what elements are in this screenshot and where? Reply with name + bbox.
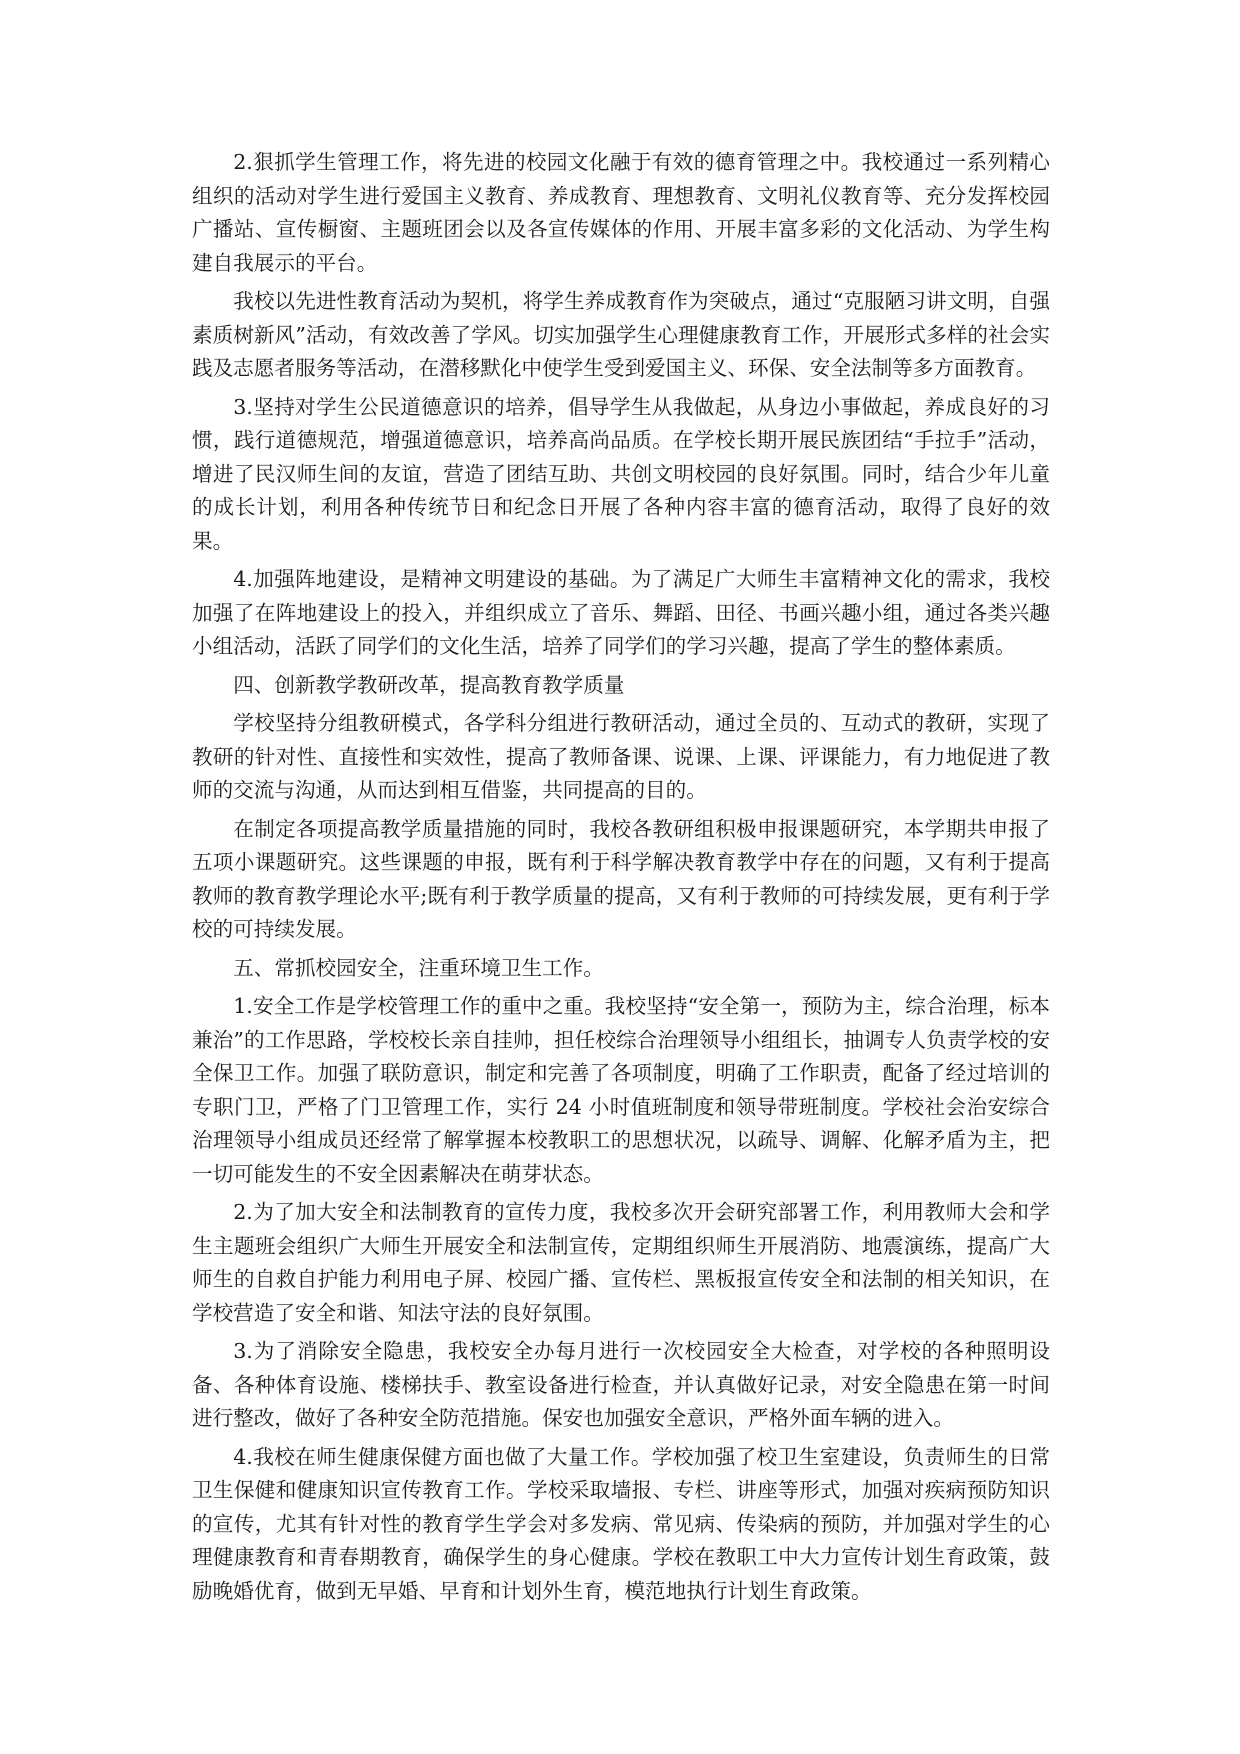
document-body [192, 146, 1050, 1613]
paragraph-position-building: 4.加强阵地建设，是精神文明建设的基础。为了满足广大师生丰富精神文化的需求，我校加强了在阵地建设上的投入，并组织成立了音乐、舞蹈、田径、书画兴趣小组，通过各类兴趣小组活动，活跃了同学们的文化生活，培养了同学们的学习兴趣，提高了学生的整体素质。 [192, 567, 1050, 658]
paragraph-group-research: 学校坚持分组教研模式，各学科分组进行教研活动，通过全员的、互动式的教研，实现了教研的针对性、直接性和实效性，提高了教师备课、说课、上课、评课能力，有力地促进了教师的交流与沟通，从而达到相互借鉴，共同提高的目的。 [192, 711, 1050, 802]
paragraph-safety-inspection: 3.为了消除安全隐患，我校安全办每月进行一次校园安全大检查，对学校的各种照明设备、各种体育设施、楼梯扶手、教室设备进行检查，并认真做好记录，对安全隐患在第一时间进行整改，做好了各种安全防范措施。保安也加强安全意识，严格外面车辆的进入。 [192, 1339, 1050, 1430]
paragraph-safety-management: 1.安全工作是学校管理工作的重中之重。我校坚持“安全第一，预防为主，综合治理，标本兼治”的工作思路，学校校长亲自挂帅，担任校综合治理领导小组组长，抽调专人负责学校的安全保卫工作。加强了联防意识，制定和完善了各项制度，明确了工作职责，配备了经过培训的专职门卫，严格了门卫管理工作，实行 24 小时值班制度和领导带班制度。学校社会治安综合治理领导小组成员还经常了解掌握本校教职工的思想状况，以疏导、调解、化解矛盾为主，把一切可能发生的不安全因素解决在萌芽状态。 [192, 994, 1050, 1186]
paragraph-health-care: 4.我校在师生健康保健方面也做了大量工作。学校加强了校卫生室建设，负责师生的日常卫生保健和健康知识宣传教育工作。学校采取墙报、专栏、讲座等形式，加强对疾病预防知识的宣传，尤其有针对性的教育学生学会对多发病、常见病、传染病的预防，并加强对学生的心理健康教育和青春期教育，确保学生的身心健康。学校在教职工中大力宣传计划生育政策，鼓励晚婚优育，做到无早婚、早育和计划外生育，模范地执行计划生育政策。 [192, 1444, 1050, 1603]
section-heading-teaching-reform: 四、创新教学教研改革，提高教育教学质量 [233, 672, 625, 697]
section-heading-campus-safety: 五、常抓校园安全，注重环境卫生工作。 [233, 955, 604, 980]
paragraph-civic-morality: 3.坚持对学生公民道德意识的培养，倡导学生从我做起，从身边小事做起，养成良好的习惯，践行道德规范，增强道德意识，培养高尚品质。在学校长期开展民族团结“手拉手”活动，增进了民汉师生间的友谊，营造了团结互助、共创文明校园的良好氛围。同时，结合少年儿童的成长计划，利用各种传统节日和纪念日开展了各种内容丰富的德育活动，取得了良好的效果。 [192, 394, 1050, 553]
paragraph-student-management: 2.狠抓学生管理工作，将先进的校园文化融于有效的德育管理之中。我校通过一系列精心组织的活动对学生进行爱国主义教育、养成教育、理想教育、文明礼仪教育等、充分发挥校园广播站、宣传橱窗、主题班团会以及各宣传媒体的作用、开展丰富多彩的文化活动、为学生构建自我展示的平台。 [192, 150, 1050, 275]
paragraph-safety-education: 2.为了加大安全和法制教育的宣传力度，我校多次开会研究部署工作，利用教师大会和学生主题班会组织广大师生开展安全和法制宣传，定期组织师生开展消防、地震演练，提高广大师生的自救自护能力利用电子屏、校园广播、宣传栏、黑板报宣传安全和法制的相关知识，在学校营造了安全和谐、知法守法的良好氛围。 [192, 1200, 1050, 1325]
paragraph-research-projects: 在制定各项提高教学质量措施的同时，我校各教研组积极申报课题研究，本学期共申报了五项小课题研究。这些课题的申报，既有利于科学解决教育教学中存在的问题，又有利于提高教师的教育教学理论水平;既有利于教学质量的提高，又有利于教师的可持续发展，更有利于学校的可持续发展。 [192, 816, 1050, 941]
paragraph-advanced-education: 我校以先进性教育活动为契机，将学生养成教育作为突破点，通过“克服陋习讲文明，自强素质树新风”活动，有效改善了学风。切实加强学生心理健康教育工作，开展形式多样的社会实践及志愿者服务等活动，在潜移默化中使学生受到爱国主义、环保、安全法制等多方面教育。 [192, 289, 1050, 380]
